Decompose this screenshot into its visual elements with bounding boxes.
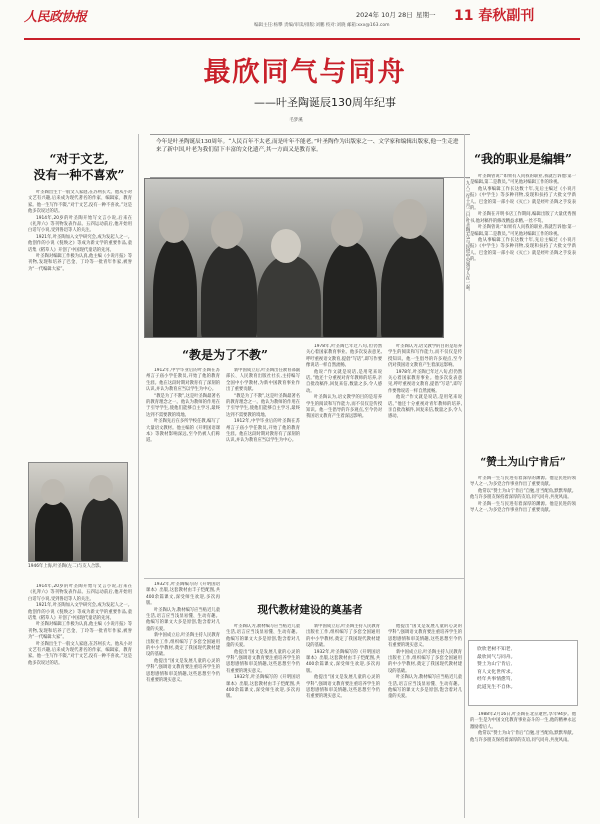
lower-section-body-col1	[146, 582, 220, 818]
paragraph: 1932年,叶圣陶编写的《开明国语课本》出版,这套教材由丰子恺配图,共400余篇课文,深受师生欢迎,多次再版。	[226, 675, 300, 700]
photo-figure	[323, 241, 377, 338]
paragraph: “教是为了不教”,这是叶圣陶最著名的教育理念之一。他认为教师的作用在于引导学生,使他们能够自主学习,最终达到不需要教的境地。	[146, 393, 220, 418]
left-photo	[28, 462, 128, 562]
paragraph: 1988年2月16日,叶圣陶在北京逝世,享年94岁。他的一生是为中国文化教育事业奋斗的一生,他的精神永远激励着后人。	[470, 712, 576, 730]
paragraph: 叶圣陶对编辑工作极为认真,他主编《小说月报》等刊物,发现和培养了巴金、丁玲等一批青年作家,被誉为“一代编辑大家”。	[28, 254, 132, 272]
center-section-title: “教是为了不教”	[182, 348, 268, 362]
paragraph: 叶圣陶曾说:“如果有人问我的职业,我就告诉他:第一是编辑,第二是教员。”可见他对编辑工作的珍视。	[470, 225, 576, 237]
paragraph: 叶圣陶认为,语文教学的目的是培养学生的阅读和写作能力,而不仅仅是传授知识。他一生倡导的许多观点,至今仍对我国语文教育产生着深远影响。	[388, 344, 462, 369]
masthead	[24, 4, 580, 44]
center-right-body-col1	[306, 344, 382, 572]
left-photo-caption: 1946年上海,叶圣陶(左二)与友人合影。	[28, 564, 104, 569]
paragraph: 1912年,中学毕业后的叶圣陶在苏州言子庙小学任教员,开始了他的教育生涯。他在这段时期对教育有了深刻的认识,并认为教育应当以学生为中心。	[146, 368, 220, 393]
left-section-title-line2: 没有一种不喜欢”	[33, 168, 125, 182]
paragraph: 新中国成立后,叶圣陶主持人民教育出版社工作,组织编写了多套全国通用的中小学教材,奠定了我国现代教材建设的基础。	[388, 649, 462, 674]
paragraph: 叶圣陶认为,教材编写应当贴近儿童生活,语言应当浅显易懂、生动有趣。他编写的课文大多是原创,饱含着对儿童的关爱。	[226, 624, 300, 649]
photo-figure-head	[89, 475, 113, 501]
paragraph: 他说:“作文就是说话,是用笔来说话。”他还十分重视对青年教师的培养,亲自批改稿件,回复来信,数量之多,令人感动。	[388, 395, 462, 420]
lower-section-body-col4	[388, 624, 462, 818]
masthead-rule	[24, 38, 580, 40]
main-photo	[144, 178, 444, 338]
left-section-title-line1: “对于文艺,	[49, 152, 109, 166]
photo-figure-head	[331, 209, 363, 247]
editor-meta: 编辑主任:杨攀 责编/审读/排版:刘鹏 校对:刘晓 邮箱:xxx@163.com	[254, 23, 390, 28]
photo-figure-head	[393, 199, 427, 239]
paragraph: 1912年,中学毕业后的叶圣陶在苏州言子庙小学任教员,开始了他的教育生涯。他在这段时期对教育有了深刻的认识,并认为教育应当以学生为中心。	[226, 419, 300, 444]
paragraph: 叶圣陶认为,语文教学的目的是培养学生的阅读和写作能力,而不仅仅是传授知识。他一生倡导的许多观点,至今仍对我国语文教育产生着深远影响。	[306, 395, 382, 420]
poem-line: 赞土为山宁肯后,	[477, 662, 513, 667]
sub-headline: ——叶圣陶诞辰130周年纪事	[254, 96, 396, 109]
newspaper-logo: 人民政协报	[24, 10, 87, 25]
paragraph: 1978年,叶圣陶已年过八旬,但仍然关心着国家教育事业。他多次发表意见,呼吁重视语文教育,提倡“写话”,即写作要像说话一样自然流畅。	[306, 344, 382, 369]
paragraph: 1921年,叶圣陶加入文学研究会,成为发起人之一。他创作的小说《倪焕之》等成为新文学的重要作品,童话集《稻草人》开创了中国现代童话的先河。	[28, 234, 132, 253]
paragraph: 叶圣陶认为,教材编写应当贴近儿童生活,语言应当浅显易懂、生动有趣。他编写的课文大多是原创,饱含着对儿童的关爱。	[388, 675, 462, 700]
photo-figure-head	[159, 207, 189, 243]
poem-box	[468, 640, 578, 706]
left-section-body-continued	[28, 584, 132, 814]
left-section-body	[28, 190, 132, 458]
paragraph: 他从事编辑工作长达数十年,先后主编过《小说月报》《中学生》等多种刊物,发现和扶持了大批文学新人。巴金的第一部小说《灭亡》就是经叶圣陶之手发表的。	[470, 238, 576, 263]
paragraph: 1932年,叶圣陶编写的《开明国语课本》出版,这套教材由丰子恺配图,共400余篇课文,深受师生欢迎,多次再版。	[306, 649, 380, 674]
paragraph: 他提出“国文是发展儿童的心灵的学科”,强调语文教育要注重培养学生的思想感情和审美情趣,这些思想至今仍有重要的现实意义。	[388, 624, 462, 649]
section-name: 11 春秋副刊	[454, 8, 535, 24]
photo-figure-head	[41, 479, 65, 505]
poem-line: 经年共事情愈笃,	[477, 677, 513, 682]
paragraph: 1932年,叶圣陶编写的《开明国语课本》出版,这套教材由丰子恺配图,共400余篇课文,深受师生欢迎,多次再版。	[146, 582, 220, 607]
intro-quote: 今年是叶圣陶诞辰130周年。“人民百年不太老,而是叶年不能老。”叶圣陶作为出版家之一、文学家和编辑出版家,他一生走进来了新中国,叶老为我们留下丰富的文化遗产,其一方面又是教育家。	[156, 139, 459, 153]
poem-line: 最欣同气与同舟。	[477, 654, 516, 660]
paragraph: 1978年,叶圣陶已年过八旬,但仍然关心着国家教育事业。他多次发表意见,呼吁重视语文教育,提倡“写话”,即写作要像说话一样自然流畅。	[388, 369, 462, 394]
paragraph: “教是为了不教”,这是叶圣陶最著名的教育理念之一。他认为教师的作用在于引导学生,使他们能够自主学习,最终达到不需要教的境地。	[226, 393, 300, 418]
paragraph: 他提出“国文是发展儿童的心灵的学科”,强调语文教育要注重培养学生的思想感情和审美情趣,这些思想至今仍有重要的现实意义。	[146, 658, 220, 684]
paragraph: 新中国成立后,叶圣陶主持人民教育出版社工作,组织编写了多套全国通用的中小学教材,奠定了我国现代教材建设的基础。	[146, 633, 220, 658]
paragraph: 叶圣陶认为,教材编写应当贴近儿童生活,语言应当浅显易懂、生动有趣。他编写的课文大多是原创,饱含着对儿童的关爱。	[146, 607, 220, 632]
lower-section-title: 现代教材建设的奠基者	[257, 604, 363, 616]
paragraph: 新中国成立后,叶圣陶出任教育部副部长、人民教育出版社社长,主持编写全国中小学教材,为新中国教育事业作出了重要贡献。	[226, 368, 300, 393]
paragraph: 他常以“赞土为山宁肯后”自勉,甘当配角,默默奉献。他与许多朋友保持着深厚的友谊,同气同舟,共度风雨。	[470, 488, 576, 501]
paragraph: 叶圣陶在开明书店工作期间,编辑出版了大量优秀图书,他对稿件的修改精益求精,一丝不苟。	[470, 212, 576, 224]
paragraph: 新中国成立后,叶圣陶主持人民教育出版社工作,组织编写了多套全国通用的中小学教材,奠定了我国现代教材建设的基础。	[306, 624, 380, 649]
paragraph: 叶圣陶一生与民进有着深厚的渊源。他是民进的领导人之一,为多党合作事业作出了重要贡献。	[470, 501, 576, 514]
paragraph: 他提出“国文是发展儿童的心灵的学科”,强调语文教育要注重培养学生的思想感情和审美情趣,这些思想至今仍有重要的现实意义。	[226, 649, 300, 674]
poem-line: 育人文化世所求。	[477, 669, 516, 675]
right-section-title-1: “我的职业是编辑”	[474, 152, 572, 166]
column-divider	[464, 134, 465, 818]
right-section-body-2	[470, 476, 576, 636]
issue-date: 2024年 10月 28日	[356, 11, 413, 19]
main-photo-caption: 一九八三年十月二日,叶圣陶(左)与民进中央领导人在一起。	[465, 176, 470, 294]
paragraph: 1921年,叶圣陶加入文学研究会,成为发起人之一。他创作的小说《倪焕之》等成为新文学的重要作品,童话集《稻草人》开创了中国现代童话的先河。	[28, 603, 132, 622]
right-section-body-1	[470, 174, 576, 450]
center-section-body-col2	[226, 368, 300, 572]
center-section-body-col1	[146, 368, 220, 572]
paragraph: 1914年,20岁的叶圣陶开始写文言小说,后来在《礼拜六》等刊物发表作品。五四运动前后,他开始用白话写小说,受到鲁迅等人的关注。	[28, 584, 132, 602]
paragraph: 叶圣陶出生于一般文人家庭,在苏州长大。他从小对文艺有兴趣,后来成为现代著名的作家、编辑家、教育家。他一生写作不辍,“对于文艺,没有一种不喜欢。”这是他多次说过的话。	[28, 641, 132, 666]
photo-figure	[201, 243, 257, 338]
photo-figure	[381, 233, 443, 338]
lower-section-body-col2	[226, 624, 300, 818]
column-divider	[138, 134, 139, 818]
photo-figure	[35, 501, 73, 562]
photo-figure	[257, 255, 321, 338]
photo-figure-head	[211, 211, 243, 249]
right-section-title-2: “赞土为山宁肯后”	[480, 456, 566, 468]
lower-section-body-col3	[306, 624, 380, 818]
paragraph: 1914年,20岁的叶圣陶开始写文言小说,后来在《礼拜六》等刊物发表作品。五四运动前后,他开始用白话写小说,受到鲁迅等人的关注。	[28, 215, 132, 234]
paragraph: 他常以“赞土为山宁肯后”自勉,甘当配角,默默奉献。他与许多朋友保持着深厚的友谊,同气同舟,共度风雨。	[470, 731, 576, 743]
paragraph: 他说:“作文就是说话,是用笔来说话。”他还十分重视对青年教师的培养,亲自批改稿件,回复来信,数量之多,令人感动。	[306, 369, 382, 394]
author-byline: 毛梦溪	[289, 118, 303, 123]
paragraph: 叶圣陶对编辑工作极为认真,他主编《小说月报》等刊物,发现和培养了巴金、丁玲等一批青年作家,被誉为“一代编辑大家”。	[28, 622, 132, 641]
paragraph: 叶圣陶曾说:“如果有人问我的职业,我就告诉他:第一是编辑,第二是教员。”可见他对编辑工作的珍视。	[470, 174, 576, 186]
paragraph: 叶圣陶先后在多所学校任教,编写了大量语文教材。他主编的《开明国语课本》等教材影响深远,至今仍被人们称道。	[146, 419, 220, 444]
paragraph: 他从事编辑工作长达数十年,先后主编过《小说月报》《中学生》等多种刊物,发现和扶持了大批文学新人。巴金的第一部小说《灭亡》就是经叶圣陶之手发表的。	[470, 186, 576, 212]
photo-figure	[81, 497, 123, 562]
photo-figure	[153, 237, 197, 338]
intro-quote-box	[150, 134, 470, 178]
main-headline: 最欣同气与同舟	[203, 57, 407, 88]
center-right-body-col2	[388, 344, 462, 572]
paragraph: 叶圣陶出生于一般文人家庭,在苏州长大。他从小对文艺有兴趣,后来成为现代著名的作家、编辑家、教育家。他一生写作不辍,“对于文艺,没有一种不喜欢。”这是他多次说过的话。	[28, 190, 132, 215]
photo-figure-head	[271, 229, 301, 263]
right-section-body-3	[470, 712, 576, 818]
paragraph: 叶圣陶一生与民进有着深厚的渊源。他是民进的领导人之一,为多党合作事业作出了重要贡献。	[470, 476, 576, 488]
section-divider	[144, 578, 464, 579]
poem-line: 此道先生不自休。	[477, 684, 516, 690]
issue-weekday: 星期一	[416, 11, 436, 19]
poem-line: 欣欣老树不知老,	[477, 647, 513, 652]
paragraph: 他提出“国文是发展儿童的心灵的学科”,强调语文教育要注重培养学生的思想感情和审美情趣,这些思想至今仍有重要的现实意义。	[306, 675, 380, 700]
